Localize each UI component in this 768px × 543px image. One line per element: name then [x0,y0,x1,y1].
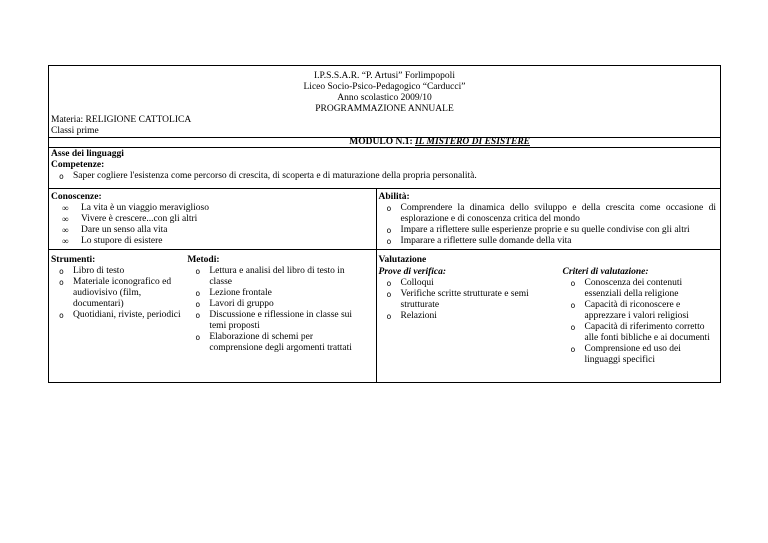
metodo-item: o Discussione e riflessione in classe sui temi proposti [187,310,367,332]
abilita-list [379,203,716,247]
metodi-cell [185,250,376,383]
abilita-item: o Comprendere la dinamica dello sviluppo e della crescita come occasione di esplorazione e di conoscenza critica del mondo [379,203,716,225]
abilita-item: o Impare a riflettere sulle esperienze proprie e su quelle condivise con gli altri [379,225,716,236]
school-name: I.P.S.S.A.R. “P. Artusi” Forlimpopoli [314,71,455,81]
programme-table [48,65,721,383]
criterio-item: o Comprensione ed uso dei linguaggi specifici [563,344,718,366]
abilita-label: Abilità: [378,192,410,202]
asse-cell [49,148,721,189]
subject: Materia: RELIGIONE CATTOLICA [51,115,192,125]
conoscenza-item: ∞ La vita è un viaggio meraviglioso [51,203,374,214]
strumenti-cell [49,250,186,383]
prove-label: Prove di verifica: [378,267,447,277]
criterio-item: o Capacità di riferimento corretto alle fonti bibliche e ai documenti [563,322,718,344]
criteri-list [563,278,718,366]
valutazione-label: Valutazione [378,255,427,265]
asse-label: Asse dei linguaggi [51,149,124,159]
metodi-label: Metodi: [187,255,220,265]
criterio-item: o Conoscenza dei contenuti essenziali della religione [563,278,718,300]
prova-item: o Verifiche scritte strutturate e semi strutturate [379,289,551,311]
programme-title: PROGRAMMAZIONE ANNUALE [315,104,454,114]
conoscenze-cell [49,189,377,250]
conoscenza-item: ∞ Lo stupore di esistere [51,236,374,247]
competenza-item: o Saper cogliere l'esistenza come percorso di crescita, di scoperta e di maturazione della propria personalità. [51,171,718,182]
metodi-list [187,266,367,354]
criteri-column [557,267,718,366]
metodo-item: o Lavori di gruppo [187,299,367,310]
classes: Classi prime [51,126,99,136]
competenze-label: Competenze: [51,160,105,170]
metodo-item: o Lezione frontale [187,288,367,299]
strumenti-list [51,266,183,321]
valutazione-cell [376,250,720,383]
prove-list [379,278,551,322]
valutazione-columns [379,267,718,366]
header-cell [49,66,721,138]
conoscenza-item: ∞ Vivere è crescere...con gli altri [51,214,374,225]
strumento-item: o Quotidiani, riviste, periodici [51,310,183,321]
module-title: IL MISTERO DI ESISTERE [414,137,530,147]
prova-item: o Colloqui [379,278,551,289]
abilita-item: o Imparare a riflettere sulle domande della vita [379,236,716,247]
strumenti-label: Strumenti: [51,255,96,265]
criteri-label: Criteri di valutazione: [562,267,649,277]
conoscenze-list [51,203,374,247]
conoscenza-item: ∞ Dare un senso alla vita [51,225,374,236]
prova-item: o Relazioni [379,311,551,322]
competenze-list [51,171,718,182]
criterio-item: o Capacità di riconoscere e apprezzare i valori religiosi [563,300,718,322]
module-cell [49,138,721,148]
metodo-item: o Lettura e analisi del libro di testo in classe [187,266,367,288]
conoscenze-label: Conoscenze: [51,192,102,202]
module-prefix: MODULO N.1: [349,137,415,147]
abilita-cell [376,189,720,250]
strumento-item: o Libro di testo [51,266,183,277]
school-year: Anno scolastico 2009/10 [337,93,432,103]
strumento-item: o Materiale iconografico ed audiovisivo (film, documentari) [51,277,183,310]
liceo-name: Liceo Socio-Psico-Pedagogico “Carducci” [303,82,466,92]
prove-column [379,267,557,366]
metodo-item: o Elaborazione di schemi per comprensione degli argomenti trattati [187,332,367,354]
